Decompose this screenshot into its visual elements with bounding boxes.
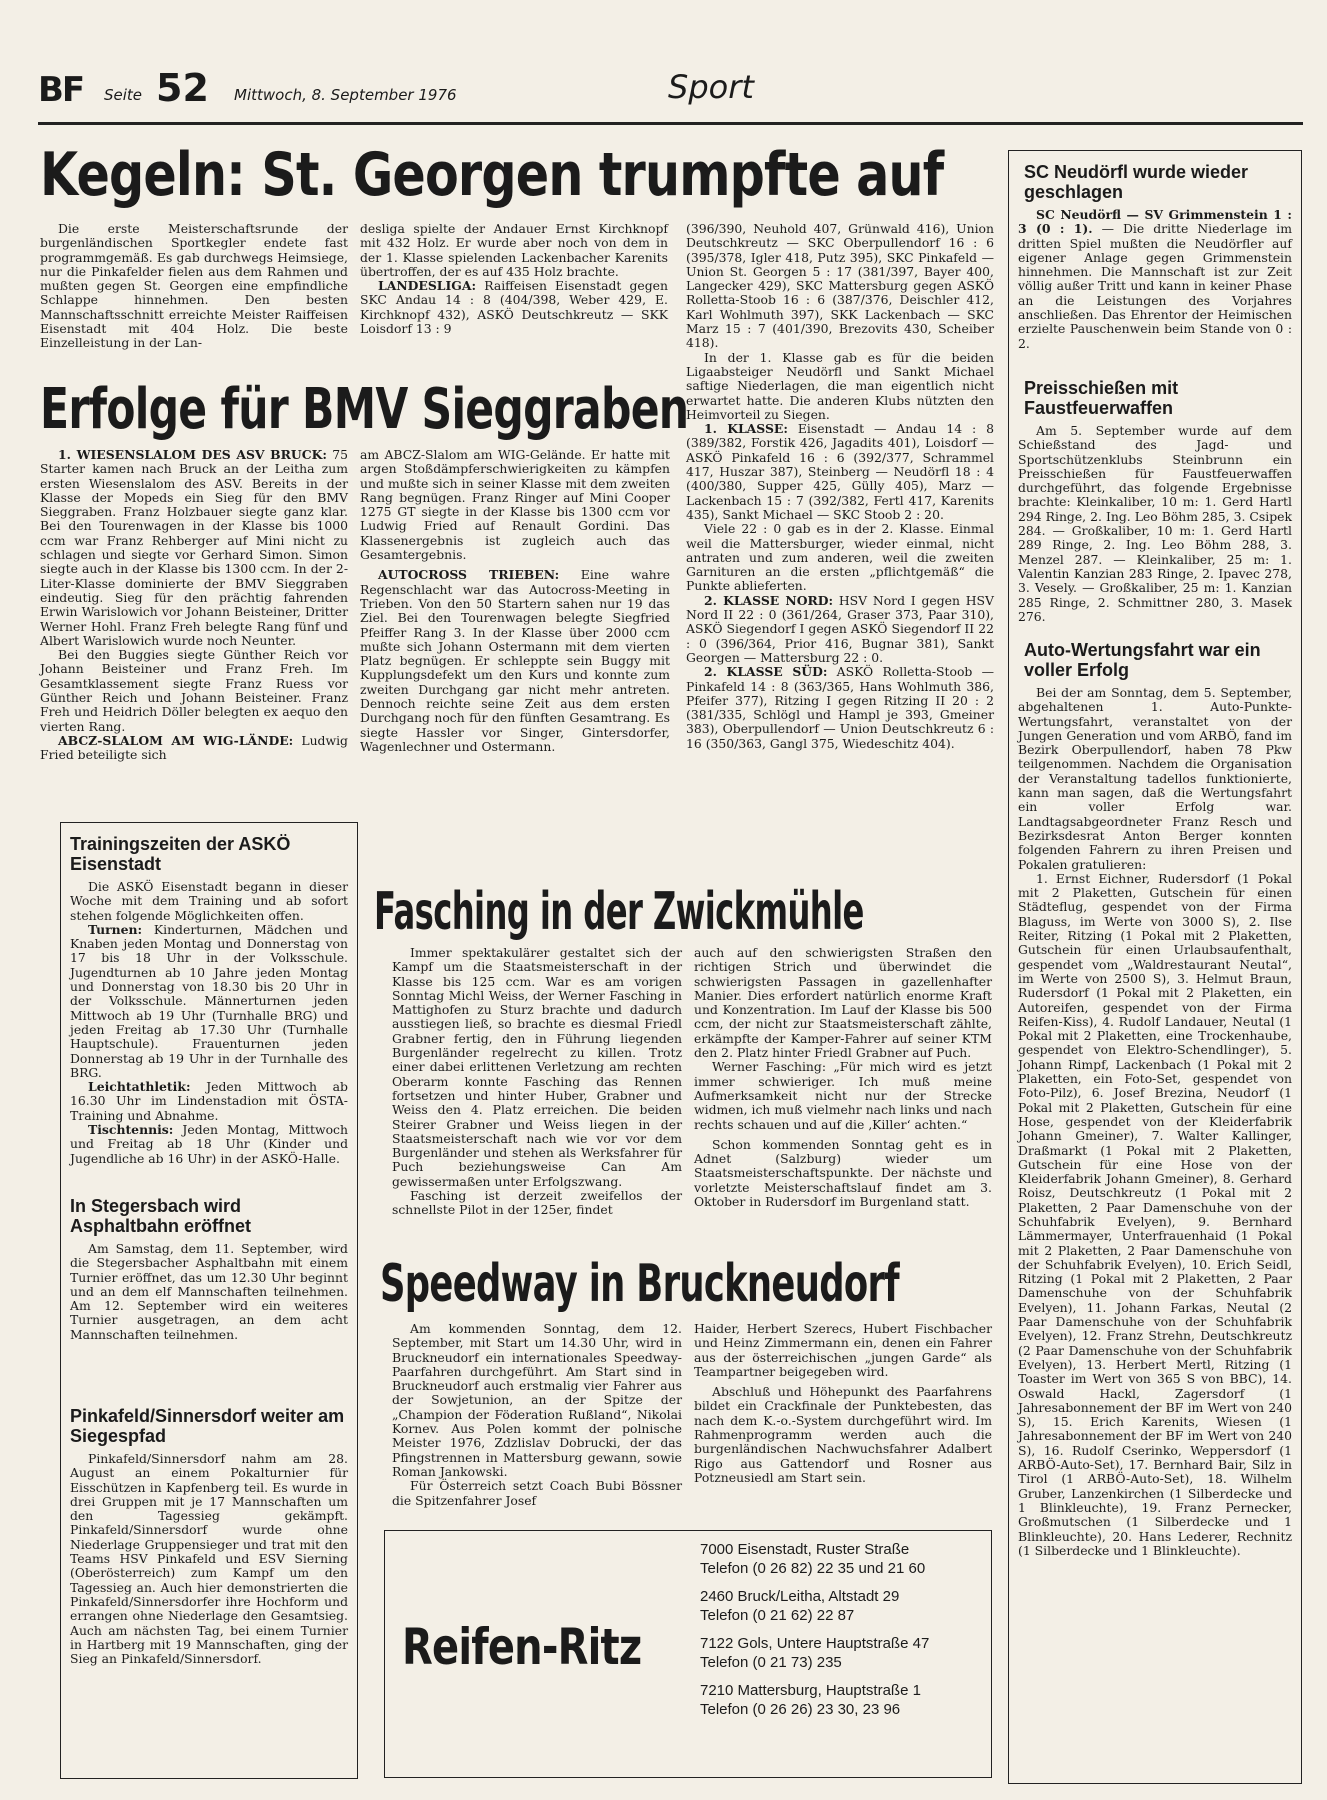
kegeln-col1 [40, 222, 348, 351]
kegeln-col2-text: desliga spielte der Andauer Ernst Kirchknopf mit 432 Holz. Er wurde aber noch von dem in der 1. Klasse spielenden Lackenbacher Karenits übertroffen, der es auf 435 Holz brachte. [360, 221, 668, 279]
autowertung-intro: Bei der am Sonntag, dem 5. September, abgehaltenen 1. Auto-Punkte-Wertungsfahrt, veranstaltet von der Jungen Generation und vom ARBÖ, fand im Bezirk Oberpullendorf, haben 78 Pkw teilgenommen. Nachdem die Organisation der Veranstaltung tadellos funktionierte, kann man sagen, daß die Wertungsfahrt ein voller Erfolg war. Landtagsabgeordneter Franz Resch und Bezirksdesrat Anton Berger konnten folgenden Fahrern zu ihren Preisen und Pokalen gratulieren: [1018, 685, 1292, 872]
kegeln-col3-klasse-intro: In der 1. Klasse gab es für die beiden Ligaabsteiger Neudörfl und Sankt Michael saftige Niederlagen, die man eigentlich nicht erwartet hatte. Die anderen Klubs nützten den Heimvorteil zu Siegen. [686, 349, 994, 422]
kegeln-headline: Kegeln: St. Georgen trumpfte auf [40, 140, 944, 210]
tischtennis-text: Jeden Montag, Mittwoch und Freitag ab 18 Uhr (Kinder und Jugendliche ab 16 Uhr) in der ASKÖ-Halle. [70, 1122, 348, 1166]
ad-line: Telefon (0 21 73) 235 [700, 1654, 842, 1671]
kegeln-col3-text: (396/390, Neuhold 407, Grünwald 416), Union Deutschkreutz — SKC Oberpullendorf 16 : 6 (395/378, Igler 418, Putz 395), SKC Pinkafeld — Union St. Georgen 5 : 17 (381/397, Bayer 400, Langecker 429), SKC Mattersburg gegen ASKÖ Rolletta-Stoob 16 : 6 (387/376, Deischler 412, Karl Wohlmuth 397), SKK Lackenbach — SKC Marz 15 : 7 (401/390, Brezovits 430, Scheiber 418). [686, 221, 994, 351]
neudoerfl-score: SC Neudörfl — SV Grimmenstein 1 : 3 (0 : 1). [1018, 207, 1292, 237]
klasse1-text: Eisenstadt — Andau 14 : 8 (389/382, Forstik 426, Jagadits 401), Loisdorf — ASKÖ Pinkafeld 16 : 6 (392/377, Schrammel 417, Huszar 387), Steinberg — Neudörfl 18 : 4 (400/380, Supper 425, Gülly 405), Marz — Lackenbach 15 : 7 (392/382, Fertl 417, Karenits 435), Sankt Michael — SKC Stoob 2 : 20. [686, 421, 994, 522]
ad-addresses [700, 1540, 990, 1719]
training-body [70, 880, 348, 1166]
issue-date: Mittwoch, 8. September 1976 [234, 86, 457, 104]
ad-brand: Reifen-Ritz [402, 1618, 642, 1676]
ad-line: 7000 Eisenstadt, Ruster Straße [700, 1541, 910, 1558]
page-number: 52 [156, 66, 209, 110]
klasse2-nord-label: 2. KLASSE NORD: [704, 592, 834, 608]
bmv-headline: Erfolge für BMV Sieggraben [40, 377, 689, 442]
autocross-label: AUTOCROSS TRIEBEN: [378, 567, 560, 583]
fasching-col1-end: Fasching ist derzeit zweifellos der schnellste Pilot in der 125er, findet [392, 1188, 682, 1218]
leichtathletik-label: Leichtathletik: [88, 1079, 191, 1095]
autocross-text: Eine wahre Regenschlacht war das Autocross-Meeting in Trieben. Von den 50 Startern sahen nur 19 das Ziel. Bei den Tourenwagen belegte Siegfried Pfeiffer Rang 3. In der Klasse über 2000 ccm mußte sich Johann Ostermann mit dem vierten Platz begnügen. Er schleppte sein Buggy mit Kupplungsdefekt um den Kurs und konnte zum zweiten Durchgang gar nicht mehr antreten. Dennoch reichte seine Zeit aus dem ersten Durchgang noch für den fünften Gesamtrang. Es siegte Hassler vor Singer, Gintersdorfer, Wagenlechner und Ostermann. [360, 567, 670, 754]
fasching-col2-text: auch auf den schwierigsten Straßen den richtigen Strich und überwindet die schwierigsten Passagen in gazellenhafter Manier. Dies erfordert natürlich enorme Kraft und Konzentration. Im Lauf der Klasse bis 500 ccm, der nicht zur Staatsmeisterschaft zählte, erkämpfte der Kamper-Fahrer auf seiner KTM den 2. Platz hinter Friedl Grabner auf Puch. [694, 945, 992, 1061]
tischtennis-label: Tischtennis: [88, 1122, 174, 1138]
ad-line: Telefon (0 21 62) 22 87 [700, 1607, 855, 1624]
speedway-col2-text: Haider, Herbert Szerecs, Hubert Fischbacher und Heinz Zimmermann ein, denen ein Fahrer aus der österreichischen „jungen Garde“ als Teampartner beigegeben wird. [694, 1321, 992, 1379]
abcz-label: ABCZ-SLALOM AM WIG-LÄNDE: [58, 732, 294, 748]
buggies-text: Bei den Buggies siegte Günther Reich vor Johann Beisteiner und Franz Freh. Im Gesamtklassement siegte Franz Ruess vor Günther Reich und Johann Beisteiner. Franz Freh und Heidrich Döller belegten ex aequo den vierten Rang. [40, 647, 348, 734]
turnen-text: Kinderturnen, Mädchen und Knaben jeden Montag und Donnerstag von 17 bis 18 Uhr in der Volksschule. Jugendturnen ab 10 Jahre jeden Montag und Donnerstag von 18.30 bis 20 Uhr in der Volksschule. Männerturnen jeden Mittwoch ab 19 Uhr (Turnhalle BRG) und jeden Freitag ab 17.30 Uhr (Turnhalle Hauptschule). Frauenturnen jeden Donnerstag ab 19 Uhr in der Turnhalle des BRG. [70, 921, 348, 1080]
preisschiessen-body [1018, 424, 1292, 624]
landesliga-text: Raiffeisen Eisenstadt gegen SKC Andau 14 : 8 (404/398, Weber 429, E. Kirchknopf 432), ASKÖ Deutschkreutz — SKK Loisdorf 13 : 9 [360, 278, 668, 337]
kegeln-col2 [360, 222, 668, 336]
speedway-col2 [694, 1322, 992, 1485]
masthead [38, 66, 1303, 122]
speedway-col2-finale: Abschluß und Höhepunkt des Paarfahrens bildet ein Crackfinale der Punktebesten, das nach dem K.-o.-System durchgeführt wird. Im Rahmenprogramm werden auch die burgenländischen Nachwuchsfahrer Adalbert Rigo aus Gattendorf und Rosner aus Potzneusiedl am Start sein. [694, 1384, 992, 1485]
klasse2-sued-label: 2. KLASSE SÜD: [704, 664, 828, 680]
ad-line: 2460 Bruck/Leitha, Altstadt 29 [700, 1588, 900, 1605]
preisschiessen-title: Preisschießen mit Faustfeuerwaffen [1024, 378, 1179, 418]
training-title: Trainingszeiten der ASKÖ Eisenstadt [70, 834, 291, 874]
fasching-headline: Fasching in der Zwickmühle [374, 882, 864, 942]
speedway-col1-end: Für Österreich setzt Coach Bubi Bössner die Spitzenfahrer Josef [392, 1478, 682, 1508]
bmv-col2 [360, 448, 670, 754]
seite-label: Seite [104, 86, 143, 104]
pinkafeld-title: Pinkafeld/Sinnersdorf weiter am Siegespfad [70, 1406, 345, 1446]
speedway-headline: Speedway in Bruckneudorf [380, 1254, 899, 1314]
ad-line: 7210 Mattersburg, Hauptstraße 1 [700, 1682, 921, 1699]
stegersbach-body [70, 1242, 348, 1342]
wiesenslalom-text: 75 Starter kamen nach Bruck an der Leitha zum ersten Wiesenslalom des ASV. Bereits in der Klasse der Mopeds ein Sieg für den BMV Sieggraben. Franz Holzbauer siegte ganz klar. Bei den Tourenwagen in der Klasse bis 1000 ccm war Franz Rehberger auf Mini nicht zu schlagen und siegte vor Gerhard Simon. Simon siegte auch in der Klasse bis 1300 ccm. In der 2-Liter-Klasse dominierte der BMV Sieggraben eindeutig. Sieg für den prächtig fahrenden Erwin Warislowich vor Johann Beisteiner, Dritter Werner Hohl. Franz Freh belegte Rang fünf und Albert Warislowich wurde noch Neunter. [40, 447, 348, 648]
neudoerfl-title: SC Neudörfl wurde wieder geschlagen [1024, 162, 1249, 202]
section-title: Sport [668, 68, 754, 106]
preisschiessen-text: Am 5. September wurde auf dem Schießstand des Jagd- und Sportschützenklubs Steinbrunn ein Preisschießen für Faustfeuerwaffen durchgeführt, das folgende Ergebnisse brachte: Kleinkaliber, 10 m: 1. Gerd Hartl 294 Ringe, 2. Ing. Leo Böhm 285, 3. Csipek 284. — Großkaliber, 10 m: 1. Gerd Hartl 289 Ringe, 2. Ing. Leo Böhm 288, 3. Menzel 287. — Kleinkaliber, 25 m: 1. Valentin Kanzian 283 Ringe, 2. Ipavec 278, 3. Vesely. — Großkaliber, 25 m: 1. Kanzian 285 Ringe, 2. Schmittner 280, 3. Masek 276. [1018, 423, 1292, 624]
autowertung-body [1018, 686, 1292, 1558]
training-intro: Die ASKÖ Eisenstadt begann in dieser Woche mit dem Training und ab sofort stehen folgende Möglichkeiten offen. [70, 879, 348, 923]
turnen-label: Turnen: [88, 921, 143, 937]
pinkafeld-text: Pinkafeld/Sinnersdorf nahm am 28. August an einem Pokalturnier für Eisschützen in Kapfenberg teil. Es wurde in drei Gruppen mit je 17 Mannschaften um den Tagessieg gekämpft. Pinkafeld/Sinnersdorf wurde ohne Niederlage Gruppensieger und trat mit den Teams HSV Pinkafeld und ESV Sierning (Oberösterreich) zum Kampf um den Tagessieg an. Auch hier demonstrierten die Pinkafeld/Sinnersdorfer ihre Hochform und errangen ohne Niederlage den Gesamtsieg. Auch am nächsten Tag, bei einem Turnier in Hartberg mit 19 Mannschaften, ging der Sieg an Pinkafeld/Sinnersdorf. [70, 1451, 348, 1667]
klasse2-nord-text: HSV Nord I gegen HSV Nord II 22 : 0 (361/264, Graser 373, Paar 310), ASKÖ Siegendorf I gegen ASKÖ Siegendorf II 22 : 0 (396/364, Prior 416, Bugnar 381), Sankt Georgen — Mattersburg 22 : 0. [686, 592, 994, 665]
bmv-col2-text: am ABCZ-Slalom am WIG-Gelände. Er hatte mit argen Stoßdämpferschwierigkeiten zu kämpfen und mußte sich in seiner Klasse mit dem zweiten Rang begnügen. Franz Ringer auf Mini Cooper 1275 GT siegte in der Klasse bis 1300 ccm vor Ludwig Fried auf Renault Gordini. Das Klassenergebnis ist zugleich auch das Gesamtergebnis. [360, 447, 670, 563]
neudoerfl-text: — Die dritte Niederlage im dritten Spiel mußten die Neudörfler auf eigener Anlage gegen Grimmenstein hinnehmen. Die Mannschaft ist zur Zeit völlig außer Tritt und kann in keiner Phase an die Leistungen des Vorjahres anschließen. Das Ehrentor der Heimischen erzielte Pauschenwein beim Stande von 0 : 2. [1018, 221, 1292, 351]
abcz-text: Ludwig Fried beteiligte sich [40, 732, 348, 763]
stegersbach-text: Am Samstag, dem 11. September, wird die Stegersbacher Asphaltbahn mit einem Turnier eröffnet, das um 12.30 Uhr beginnt und an dem elf Mannschaften teilnehmen. Am 12. September wird ein weiteres Turnier ausgetragen, an dem acht Mannschaften teilnehmen. [70, 1241, 348, 1342]
speedway-col1-text: Am kommenden Sonntag, dem 12. September, mit Start um 14.30 Uhr, wird in Bruckneudorf ein internationales Speedway-Paarfahren durchgeführt. Am Start sind in Bruckneudorf auch erstmalig vier Fahrer aus der Sowjetunion, an der Spitze der „Champion der Föderation Rußland“, Nikolai Kornev. Aus Polen kommt der polnische Meister 1976, Zdzlislav Dobrucki, der das Pfingstrennen in Mattersburg gewann, sowie Roman Jankowski. [392, 1321, 682, 1479]
kegeln-col1-text: Die erste Meisterschaftsrunde der burgenländischen Sportkegler endete fast programmgemäß. Es gab durchwegs Heimsiege, nur die Pinkafelder fielen aus dem Rahmen und mußten gegen St. Georgen eine empfindliche Schlappe hinnehmen. Den besten Mannschaftsschnitt erreichte Meister Raiffeisen Eisenstadt mit 404 Holz. Die beste Einzelleistung in der Lan- [40, 221, 348, 351]
leichtathletik-text: Jeden Mittwoch ab 16.30 Uhr im Lindenstadion mit ÖSTA-Training und Abnahme. [70, 1079, 348, 1123]
landesliga-label: LANDESLIGA: [378, 278, 477, 294]
kegeln-col3-viele: Viele 22 : 0 gab es in der 2. Klasse. Einmal weil die Mattersburger, wieder einmal, nicht antraten und zum anderen, weil die zweiten Garnituren an die ersten „pflichtgemäß“ die Punkte ablieferten. [686, 521, 994, 594]
logo: BF [38, 70, 84, 110]
fasching-col1 [392, 946, 682, 1218]
klasse2-sued-text: ASKÖ Rolletta-Stoob — Pinkafeld 14 : 8 (363/365, Hans Wohlmuth 386, Pfeifer 377), Ritzing I gegen Ritzing II 20 : 2 (381/335, Schlögl und Hampl je 393, Gmeiner 383), Oberpullendorf — Union Deutschkreutz 6 : 16 (350/363, Gangl 375, Wiedeschitz 404). [686, 664, 994, 751]
fasching-col1-text: Immer spektakulärer gestaltet sich der Kampf um die Staatsmeisterschaft in der Klasse bis 125 ccm. War es am vorigen Sonntag Michl Weiss, der Werner Fasching in Mattighofen zu Sturz brachte und dadurch ausstiegen ließ, so brachte es diesmal Friedl Grabner fertig, den in Führung liegenden Burgenländer regelrecht zu killen. Trotz einer dabei erlittenen Verletzung am rechten Oberarm konnte Fasching das Rennen fortsetzen und hinter Huber, Grabner und Weiss den 4. Platz erreichen. Die beiden Steirer Grabner und Weiss liegen in der Staatsmeisterschaft nach wie vor vor dem Burgenländer und stehen als Werksfahrer für Puch beziehungsweise Can Am gewissermaßen unter Erfolgszwang. [392, 945, 682, 1189]
masthead-rule [38, 122, 1303, 125]
neudoerfl-body [1018, 208, 1292, 351]
ad-line: Telefon (0 26 26) 23 30, 23 96 [700, 1701, 901, 1718]
stegersbach-title: In Stegersbach wird Asphaltbahn eröffnet [70, 1196, 252, 1236]
ad-line: 7122 Gols, Untere Hauptstraße 47 [700, 1635, 930, 1652]
fasching-col2 [694, 946, 992, 1209]
autowertung-title: Auto-Wertungsfahrt war ein voller Erfolg [1024, 640, 1261, 680]
speedway-col1 [392, 1322, 682, 1508]
kegeln-col3 [686, 222, 994, 751]
autowertung-results: 1. Ernst Eichner, Rudersdorf (1 Pokal mit 2 Plaketten, Gutschein für einen Städteflug, gespendet von der Firma Blaguss, im Werte von 3000 S), 2. Ilse Reiter, Ritzing (1 Pokal mit 2 Plaketten, Gutschein für einen Urlaubsaufenthalt, gespendet vom „Waldrestaurant Neutal“, im Werte von 2500 S), 3. Helmut Braun, Rudersdorf (1 Pokal mit 2 Plaketten, ein Autoreifen, gespendet von der Firma Reifen-Kiss), 4. Rudolf Landauer, Neutal (1 Pokal mit 2 Plaketten, eine Trockenhaube, gespendet von Elektro-Schendlinger), 5. Johann Rimpf, Lackenbach (1 Pokal mit 2 Plaketten, ein Foto-Set, gespendet von Foto-Pilz), 6. Josef Brezina, Neudorf (1 Pokal mit 2 Plaketten, Gutschein für eine Hose, gespendet von der Kleiderfabrik Johann Gmeiner), 7. Walter Kallinger, Draßmarkt (1 Pokal mit 2 Plaketten, Gutschein für eine Hose von der Kleiderfabrik Johann Gmeiner), 8. Gerhard Roisz, Deutschkreutz (1 Pokal mit 2 Plaketten, 2 Paar Damenschuhe von der Schuhfabrik Evelyen), 9. Bernhard Lämmermayer, Unterfrauenhaid (1 Pokal mit 2 Plaketten, 2 Paar Damenschuhe von der Schuhfabrik Evelyen), 10. Erich Seidl, Ritzing (1 Pokal mit 2 Plaketten, 2 Paar Damenschuhe von der Schuhfabrik Evelyen), 11. Johann Farkas, Neutal (2 Paar Damenschuhe von der Schuhfabrik Evelyen), 12. Franz Strehn, Deutschkreutz (2 Paar Damenschuhe von der Schuhfabrik Evelyen), 13. Herbert Mertl, Ritzing (1 Toaster im Wert von 365 S von BBC), 14. Oswald Hackl, Zagersdorf (1 Jahresabonnement der BF im Wert von 240 S), 15. Erich Karenits, Wiesen (1 Jahresabonnement der BF im Wert von 240 S), 16. Rudolf Cserinko, Weppersdorf (1 ARBÖ-Auto-Set), 17. Bernhard Bair, Silz in Tirol (1 ARBÖ-Auto-Set), 18. Wilhelm Gruber, Lanzenkirchen (1 Silberdecke und 1 Blinkleuchte), 19. Franz Pernecker, Großmutschen (1 Silberdecke und 1 Blinkleuchte), 20. Hans Lederer, Rechnitz (1 Silberdecke und 1 Blinkleuchte). [1018, 870, 1292, 1558]
bmv-col1 [40, 448, 348, 763]
wiesenslalom-label: 1. WIESENSLALOM DES ASV BRUCK: [58, 447, 327, 462]
fasching-quote: Werner Fasching: „Für mich wird es jetzt immer schwieriger. Ich muß meine Aufmerksamkeit nicht nur der Strecke widmen, ich muß vielmehr nach links und nach rechts schauen und auf die ‚Killer‘ achten.“ [694, 1059, 992, 1132]
klasse1-label: 1. KLASSE: [704, 421, 788, 437]
ad-line: Telefon (0 26 82) 22 35 und 21 60 [700, 1560, 926, 1577]
pinkafeld-body [70, 1452, 348, 1666]
fasching-schedule: Schon kommenden Sonntag geht es in Adnet (Salzburg) wieder um Staatsmeisterschaftspunkte. Der nächste und vorletzte Meisterschaftslauf findet am 3. Oktober in Rudersdorf im Burgenland statt. [694, 1136, 992, 1210]
